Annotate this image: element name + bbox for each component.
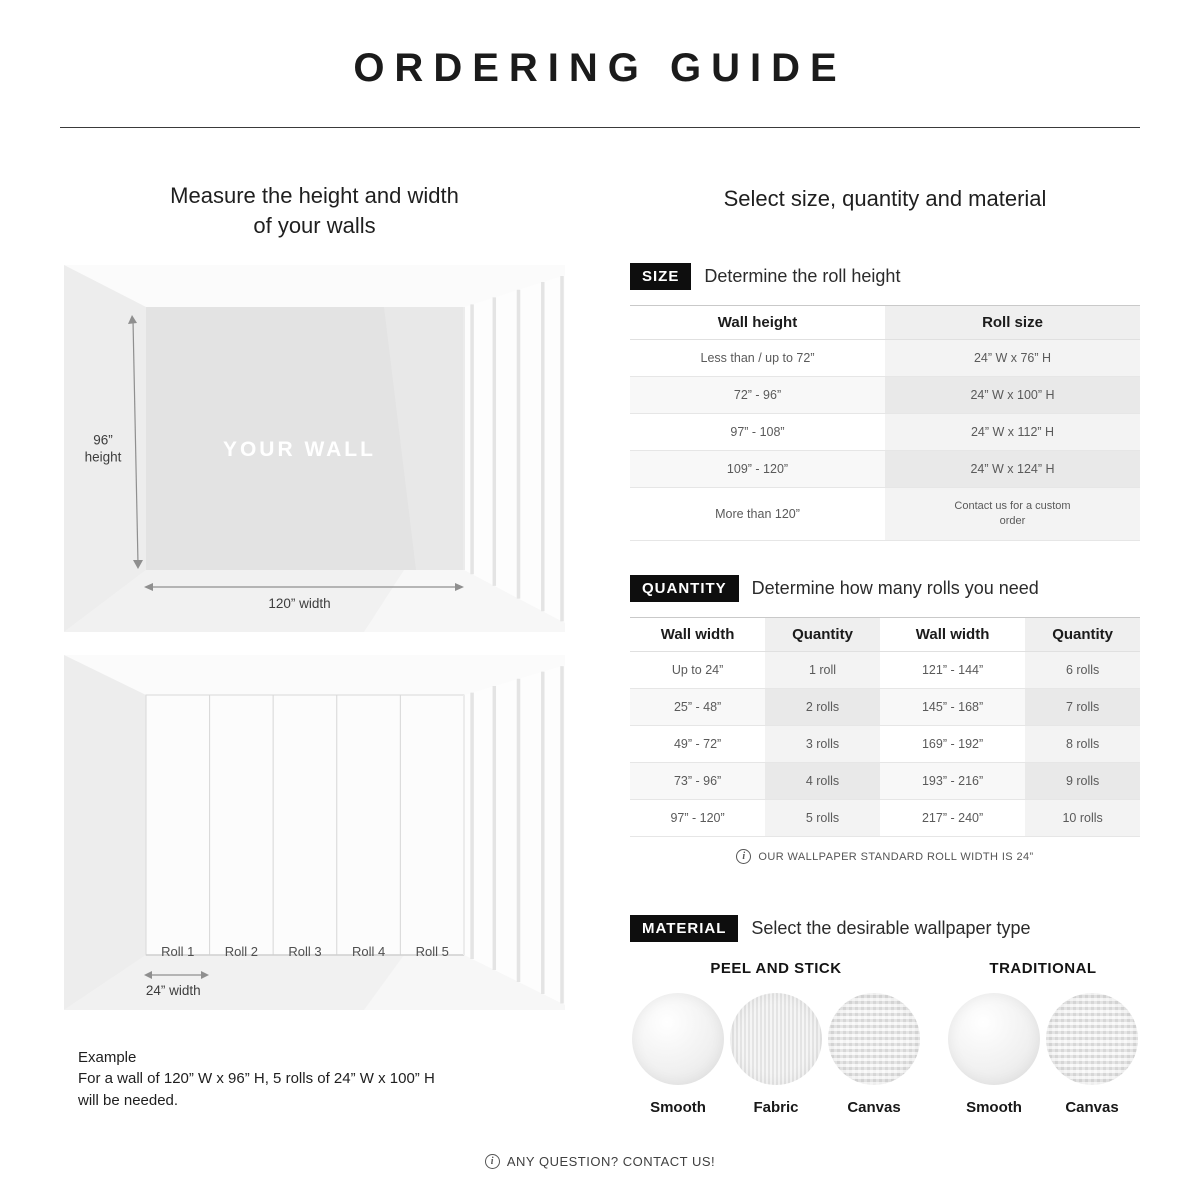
roll-label-3: Roll 3 (288, 943, 322, 959)
quantity-row (630, 763, 1140, 800)
quantity-cell: 1 roll (765, 652, 880, 689)
col-wall-height: Wall height (717, 314, 798, 331)
wall-height-word: height (84, 449, 122, 465)
roll-size-cell: 24” W x 76” H (885, 340, 1140, 377)
footer-contact-text: ANY QUESTION? CONTACT US! (506, 1154, 716, 1169)
your-wall-label: YOUR WALL (222, 438, 376, 462)
smooth-label: Smooth (966, 1099, 1022, 1116)
smooth-swatch (948, 993, 1040, 1085)
measure-heading (64, 181, 565, 242)
quantity-row (630, 800, 1140, 837)
fabric-swatch (730, 993, 822, 1085)
left-wall (64, 655, 146, 1010)
roll-panel-3 (273, 695, 337, 955)
wall-height-label (72, 431, 134, 466)
title-divider (60, 127, 1140, 128)
roll-width-note (630, 849, 1140, 864)
wall-width-cell: 49” - 72” (673, 737, 722, 751)
smooth-label: Smooth (650, 1099, 706, 1116)
material-option-smooth-traditional (948, 993, 1040, 1116)
quantity-cell: 9 rolls (1025, 763, 1140, 800)
quantity-cell: 5 rolls (765, 800, 880, 837)
roll-label-4: Roll 4 (351, 943, 386, 959)
roll-width-note-text: OUR WALLPAPER STANDARD ROLL WIDTH IS 24” (758, 850, 1034, 863)
size-badge: SIZE (630, 263, 691, 290)
col-wall-width-1: Wall width (660, 626, 735, 643)
wall-height-cell: 97” - 108” (730, 425, 785, 439)
quantity-cell: 3 rolls (765, 726, 880, 763)
roll-label-5: Roll 5 (415, 943, 449, 959)
quantity-row (630, 652, 1140, 689)
quantity-badge: QUANTITY (630, 575, 739, 602)
roll-panel-5 (400, 695, 464, 955)
col-wall-width-2: Wall width (915, 626, 990, 643)
wall-height-value: 96” (93, 431, 113, 447)
example-title: Example (78, 1049, 137, 1066)
size-table (630, 305, 1140, 541)
measure-heading-line2: of your walls (253, 213, 376, 239)
roll-width-label: 24” width (145, 982, 201, 998)
fabric-label: Fabric (753, 1099, 799, 1116)
roll-label-1: Roll 1 (161, 943, 195, 959)
wall-width-cell: 217” - 240” (921, 811, 984, 825)
canvas-swatch (1046, 993, 1138, 1085)
roll-size-cell: 24” W x 124” H (885, 451, 1140, 488)
window (464, 665, 565, 1005)
wall-height-cell: 109” - 120” (630, 451, 885, 488)
size-subtitle: Determine the roll height (704, 266, 901, 286)
example-note (78, 1047, 568, 1111)
measure-heading-line1: Measure the height and width (170, 183, 459, 208)
size-row (630, 340, 1140, 377)
quantity-cell: 8 rolls (1025, 726, 1140, 763)
wall-width-cell: Up to 24” (671, 663, 724, 677)
footer-contact-note (0, 1154, 1200, 1169)
size-row (630, 414, 1140, 451)
wall-width-cell: 121” - 144” (921, 663, 984, 677)
wall-width-cell: 145” - 168” (880, 689, 1025, 726)
quantity-table (630, 617, 1140, 837)
rolls-illustration (64, 655, 565, 1010)
example-line2: will be needed. (78, 1091, 179, 1109)
wall-height-cell: 72” - 96” (630, 377, 885, 414)
size-table-header (630, 306, 1140, 340)
quantity-table-header (630, 618, 1140, 652)
quantity-cell: 10 rolls (1025, 800, 1140, 837)
wall-width-cell: 193” - 216” (880, 763, 1025, 800)
material-badge: MATERIAL (630, 915, 738, 942)
material-subtitle: Select the desirable wallpaper type (751, 918, 1031, 938)
roll-panel-1 (146, 695, 210, 955)
wall-width-cell: 97” - 120” (670, 811, 725, 825)
material-section (630, 915, 1140, 1116)
size-section (630, 263, 1140, 541)
canvas-label: Canvas (1065, 1099, 1119, 1116)
info-icon (736, 849, 751, 864)
quantity-subtitle: Determine how many rolls you need (751, 578, 1039, 598)
roll-size-cell: 24” W x 100” H (885, 377, 1140, 414)
material-option-canvas-traditional (1046, 993, 1138, 1116)
info-icon (485, 1154, 500, 1169)
size-row (630, 377, 1140, 414)
wall-height-cell: More than 120” (715, 506, 800, 521)
quantity-cell: 6 rolls (1025, 652, 1140, 689)
material-option-canvas (828, 993, 920, 1116)
wall-width-cell: 73” - 96” (630, 763, 765, 800)
quantity-cell: 7 rolls (1025, 689, 1140, 726)
roll-size-cell: Contact us for a custom order (885, 488, 1140, 541)
col-quantity-2: Quantity (1025, 618, 1140, 652)
window (464, 275, 565, 623)
material-option-smooth (632, 993, 724, 1116)
size-row (630, 488, 1140, 541)
col-roll-size: Roll size (885, 306, 1140, 340)
canvas-label: Canvas (847, 1099, 901, 1116)
roll-label-2: Roll 2 (224, 943, 258, 959)
wall-measure-illustration (64, 265, 565, 632)
quantity-cell: 2 rolls (765, 689, 880, 726)
material-group-peel-and-stick (632, 960, 920, 1116)
peel-and-stick-title: PEEL AND STICK (710, 960, 842, 977)
canvas-swatch (828, 993, 920, 1085)
wall-width-cell: 169” - 192” (921, 737, 984, 751)
material-option-fabric (730, 993, 822, 1116)
wall-width-cell: 25” - 48” (630, 689, 765, 726)
select-heading: Select size, quantity and material (723, 186, 1047, 211)
quantity-cell: 4 rolls (765, 763, 880, 800)
wall-width-label: 120” width (268, 596, 331, 612)
roll-panel-4 (337, 695, 401, 955)
traditional-title: TRADITIONAL (989, 960, 1097, 977)
wall-height-cell: Less than / up to 72” (700, 351, 815, 365)
material-group-traditional (948, 960, 1138, 1116)
example-line1: For a wall of 120” W x 96” H, 5 rolls of 24” W x 100” H (78, 1070, 435, 1088)
smooth-swatch (632, 993, 724, 1085)
size-row (630, 451, 1140, 488)
roll-panel-2 (210, 695, 274, 955)
quantity-row (630, 689, 1140, 726)
quantity-section (630, 575, 1140, 837)
page-title: ORDERING GUIDE (353, 46, 847, 90)
col-quantity-1: Quantity (765, 618, 880, 652)
roll-size-cell: 24” W x 112” H (885, 414, 1140, 451)
quantity-row (630, 726, 1140, 763)
